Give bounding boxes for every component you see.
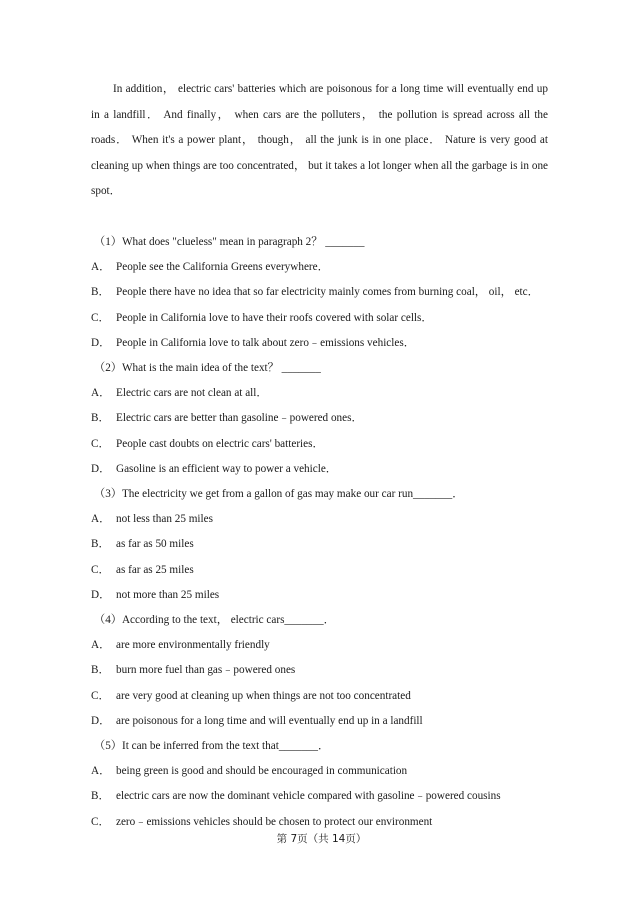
option-text: are poisonous for a long time and will eventually end up in a landfill [116,714,423,727]
option-text: as far as 25 miles [116,563,194,576]
answer-option [91,788,501,804]
option-letter: B． [91,664,110,677]
answer-option [91,763,407,779]
option-letter: C． [91,563,110,576]
option-letter: B． [91,790,110,803]
answer-option [91,688,411,704]
option-letter: C． [91,815,110,828]
option-text: not less than 25 miles [116,513,213,526]
answer-option [91,410,363,426]
option-letter: C． [91,437,110,450]
option-letter: B． [91,286,110,299]
answer-option [91,536,194,552]
option-letter: A． [91,513,111,526]
option-letter: A． [91,261,111,274]
answer-option [91,562,194,578]
option-letter: B． [91,412,110,425]
answer-option [91,335,415,351]
answer-option [91,713,423,729]
option-letter: D． [91,336,111,349]
option-text: Electric cars are better than gasoline﹣powered ones． [116,412,363,425]
option-letter: C． [91,311,110,324]
option-text: zero﹣emissions vehicles should be chosen to protect our environment [116,815,433,828]
answer-option [91,310,433,326]
option-letter: D． [91,588,111,601]
option-text: burn more fuel than gas﹣powered ones [116,664,296,677]
option-text: Gasoline is an efficient way to power a vehicle． [116,462,337,475]
question-stem: （5）It can be inferred from the text that_______． [94,740,330,752]
option-letter: C． [91,689,110,702]
option-text: not more than 25 miles [116,588,220,601]
answer-option [91,259,329,275]
option-letter: D． [91,714,111,727]
option-text: People there have no idea that so far electricity mainly comes from burning coal， oil， etc． [116,286,539,299]
option-letter: A． [91,387,111,400]
answer-option [91,461,337,477]
option-text: People see the California Greens everywhere． [116,261,329,274]
option-text: People in California love to have their roofs covered with solar cells． [116,311,433,324]
question-stem: （2）What is the main idea of the text？ _______ [94,362,321,374]
option-text: electric cars are now the dominant vehicle compared with gasoline﹣powered cousins [116,790,501,803]
question-stem: （1）What does "clueless" mean in paragraph 2？ _______ [94,236,365,248]
question-stem: （3）The electricity we get from a gallon of gas may make our car run_______． [94,488,464,500]
answer-option [91,436,324,452]
answer-option [91,511,213,527]
question-stem: （4）According to the text， electric cars_______． [94,614,335,626]
option-text: People cast doubts on electric cars' batteries． [116,437,324,450]
option-text: Electric cars are not clean at all． [116,387,268,400]
option-letter: A． [91,765,111,778]
option-letter: B． [91,538,110,551]
option-text: being green is good and should be encouraged in communication [116,765,408,778]
answer-option [91,587,219,603]
answer-option [91,662,295,678]
option-letter: D． [91,462,111,475]
answer-option [91,814,432,830]
answer-option [91,637,270,653]
option-letter: A． [91,639,111,652]
answer-option [91,385,268,401]
page-footer: 第 7页（共 14页） [276,833,367,845]
option-text: as far as 50 miles [116,538,194,551]
passage-paragraph: In addition， electric cars' batteries which are poisonous for a long time will eventually end up in a landfill． And finally， when cars are the polluters， the pollution is spread across all the roads． When it's a power plant， though， all the junk is in one place． Nature is very good at cleaning up when things are too concentrated， but it takes a lot longer when all the garbage is in one spot． [91,83,548,198]
option-text: People in California love to talk about zero﹣emissions vehicles． [116,336,415,349]
answer-option [91,284,539,300]
option-text: are very good at cleaning up when things are not too concentrated [116,689,411,702]
option-text: are more environmentally friendly [116,639,270,652]
